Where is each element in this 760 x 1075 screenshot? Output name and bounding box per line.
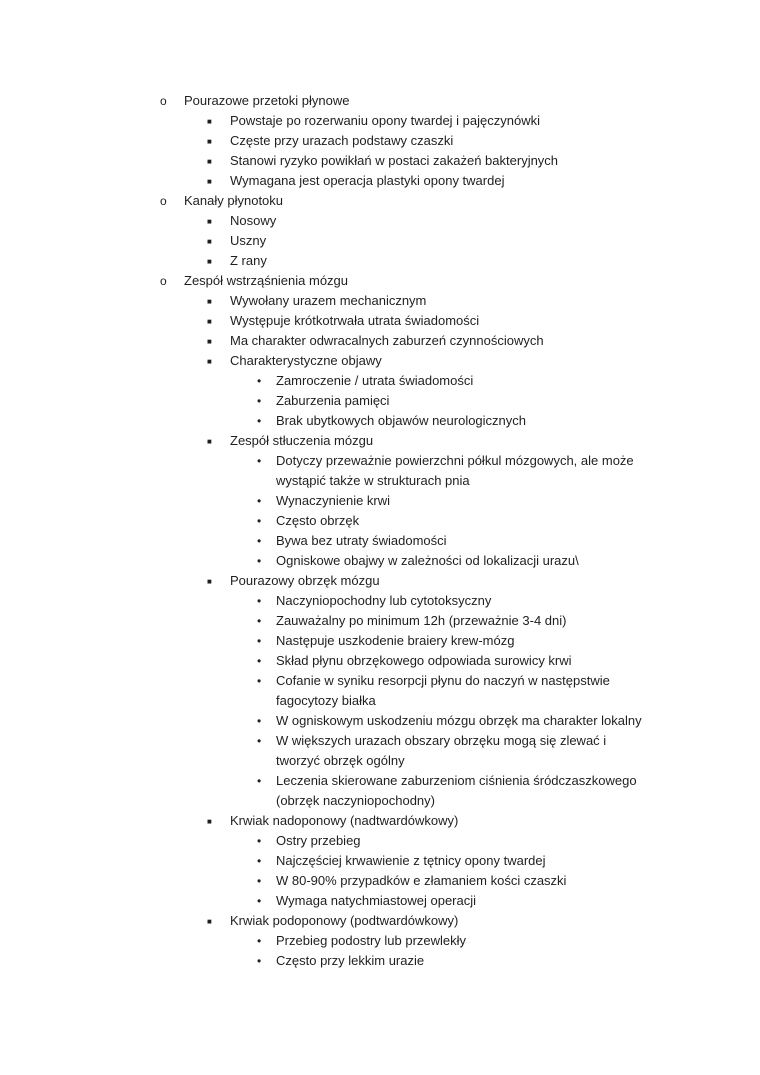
square-bullet-icon: ■ <box>207 817 212 826</box>
dot-bullet-icon: • <box>257 714 262 728</box>
dot-bullet-icon: • <box>257 534 262 548</box>
list-item-level-3 <box>0 951 760 971</box>
list-item-level-2 <box>0 811 760 831</box>
list-item-level-1 <box>0 271 760 291</box>
circle-bullet-icon: o <box>160 274 167 288</box>
list-item-level-3 <box>0 411 760 431</box>
list-item-text: Stanowi ryzyko powikłań w postaci zakażeń bakteryjnych <box>230 153 559 168</box>
list-item-text: Dotyczy przeważnie powierzchni półkul mózgowych, ale może wystąpić także w strukturach pnia <box>276 453 634 488</box>
dot-bullet-icon: • <box>257 454 262 468</box>
list-item-level-2 <box>0 151 760 171</box>
list-item-level-3 <box>0 451 760 491</box>
list-item-text: Występuje krótkotrwała utrata świadomości <box>230 313 480 328</box>
dot-bullet-icon: • <box>257 514 262 528</box>
circle-bullet-icon: o <box>160 94 167 108</box>
square-bullet-icon: ■ <box>207 137 212 146</box>
list-item-level-3 <box>0 871 760 891</box>
list-item-text: Nosowy <box>230 213 277 228</box>
dot-bullet-icon: • <box>257 414 262 428</box>
list-item-text: Zauważalny po minimum 12h (przeważnie 3-4 dni) <box>276 613 567 628</box>
list-item-text: W ogniskowym uskodzeniu mózgu obrzęk ma charakter lokalny <box>276 713 642 728</box>
square-bullet-icon: ■ <box>207 577 212 586</box>
list-item-text: W większych urazach obszary obrzęku mogą się zlewać i tworzyć obrzęk ogólny <box>276 733 607 768</box>
list-item-level-3 <box>0 711 760 731</box>
square-bullet-icon: ■ <box>207 257 212 266</box>
square-bullet-icon: ■ <box>207 237 212 246</box>
dot-bullet-icon: • <box>257 654 262 668</box>
list-item-level-3 <box>0 931 760 951</box>
square-bullet-icon: ■ <box>207 317 212 326</box>
dot-bullet-icon: • <box>257 954 262 968</box>
list-item-text: Zespół stłuczenia mózgu <box>230 433 374 448</box>
list-item-level-3 <box>0 491 760 511</box>
list-item-level-3 <box>0 371 760 391</box>
list-item-level-2 <box>0 571 760 591</box>
dot-bullet-icon: • <box>257 674 262 688</box>
list-item-text: Pourazowe przetoki płynowe <box>184 93 350 108</box>
dot-bullet-icon: • <box>257 734 262 748</box>
list-item-text: Krwiak nadoponowy (nadtwardówkowy) <box>230 813 459 828</box>
list-item-level-3 <box>0 611 760 631</box>
list-item-level-3 <box>0 551 760 571</box>
list-item-text: Najczęściej krwawienie z tętnicy opony twardej <box>276 853 546 868</box>
list-item-text: Uszny <box>230 233 267 248</box>
dot-bullet-icon: • <box>257 934 262 948</box>
list-item-level-2 <box>0 171 760 191</box>
list-item-text: Ostry przebieg <box>276 833 361 848</box>
dot-bullet-icon: • <box>257 374 262 388</box>
dot-bullet-icon: • <box>257 874 262 888</box>
list-item-text: Ma charakter odwracalnych zaburzeń czynnościowych <box>230 333 544 348</box>
circle-bullet-icon: o <box>160 194 167 208</box>
list-item-level-3 <box>0 771 760 811</box>
list-item-level-2 <box>0 211 760 231</box>
dot-bullet-icon: • <box>257 854 262 868</box>
dot-bullet-icon: • <box>257 394 262 408</box>
list-item-level-2 <box>0 251 760 271</box>
list-item-level-3 <box>0 851 760 871</box>
list-item-text: Zaburzenia pamięci <box>276 393 390 408</box>
list-item-level-2 <box>0 351 760 371</box>
square-bullet-icon: ■ <box>207 357 212 366</box>
square-bullet-icon: ■ <box>207 917 212 926</box>
list-item-level-2 <box>0 291 760 311</box>
list-item-text: Brak ubytkowych objawów neurologicznych <box>276 413 527 428</box>
list-item-level-2 <box>0 111 760 131</box>
list-item-level-1 <box>0 191 760 211</box>
list-item-level-3 <box>0 511 760 531</box>
dot-bullet-icon: • <box>257 614 262 628</box>
list-item-text: Ogniskowe obajwy w zależności od lokalizacji urazu\ <box>276 553 579 568</box>
list-item-level-2 <box>0 431 760 451</box>
list-item-text: Charakterystyczne objawy <box>230 353 382 368</box>
list-item-text: Skład płynu obrzękowego odpowiada surowicy krwi <box>276 653 572 668</box>
dot-bullet-icon: • <box>257 774 262 788</box>
square-bullet-icon: ■ <box>207 177 212 186</box>
list-item-level-2 <box>0 131 760 151</box>
list-item-text: Zespół wstrząśnienia mózgu <box>184 273 349 288</box>
list-item-text: Często przy lekkim urazie <box>276 953 425 968</box>
list-item-level-3 <box>0 831 760 851</box>
square-bullet-icon: ■ <box>207 157 212 166</box>
list-item-level-2 <box>0 231 760 251</box>
list-item-text: Krwiak podoponowy (podtwardówkowy) <box>230 913 459 928</box>
list-item-text: Często obrzęk <box>276 513 360 528</box>
list-item-level-3 <box>0 531 760 551</box>
list-item-text: Przebieg podostry lub przewlekły <box>276 933 467 948</box>
list-item-text: Następuje uszkodenie braiery krew-mózg <box>276 633 515 648</box>
list-item-level-3 <box>0 671 760 711</box>
list-item-text: Powstaje po rozerwaniu opony twardej i pajęczynówki <box>230 113 540 128</box>
list-item-level-1 <box>0 91 760 111</box>
dot-bullet-icon: • <box>257 894 262 908</box>
list-item-text: Kanały płynotoku <box>184 193 284 208</box>
list-item-text: Bywa bez utraty świadomości <box>276 533 447 548</box>
list-item-level-2 <box>0 331 760 351</box>
list-item-text: Zamroczenie / utrata świadomości <box>276 373 474 388</box>
list-item-text: Częste przy urazach podstawy czaszki <box>230 133 454 148</box>
list-item-text: Naczyniopochodny lub cytotoksyczny <box>276 593 492 608</box>
square-bullet-icon: ■ <box>207 337 212 346</box>
dot-bullet-icon: • <box>257 594 262 608</box>
list-item-text: Leczenia skierowane zaburzeniom ciśnienia śródczaszkowego (obrzęk naczyniopochodny) <box>276 773 637 808</box>
square-bullet-icon: ■ <box>207 297 212 306</box>
list-item-text: Wymaga natychmiastowej operacji <box>276 893 477 908</box>
square-bullet-icon: ■ <box>207 117 212 126</box>
list-item-level-3 <box>0 651 760 671</box>
list-item-level-2 <box>0 311 760 331</box>
list-item-level-3 <box>0 631 760 651</box>
square-bullet-icon: ■ <box>207 437 212 446</box>
list-item-text: Wywołany urazem mechanicznym <box>230 293 427 308</box>
dot-bullet-icon: • <box>257 494 262 508</box>
square-bullet-icon: ■ <box>207 217 212 226</box>
list-item-level-3 <box>0 591 760 611</box>
list-item-text: Pourazowy obrzęk mózgu <box>230 573 380 588</box>
dot-bullet-icon: • <box>257 634 262 648</box>
dot-bullet-icon: • <box>257 834 262 848</box>
dot-bullet-icon: • <box>257 554 262 568</box>
list-item-text: Wynaczynienie krwi <box>276 493 391 508</box>
list-item-level-2 <box>0 911 760 931</box>
list-item-level-3 <box>0 891 760 911</box>
list-item-text: Wymagana jest operacja plastyki opony twardej <box>230 173 505 188</box>
list-item-level-3 <box>0 731 760 771</box>
list-item-text: W 80-90% przypadków e złamaniem kości czaszki <box>276 873 567 888</box>
list-item-text: Z rany <box>230 253 267 268</box>
list-item-level-3 <box>0 391 760 411</box>
outline-list <box>0 91 760 971</box>
list-item-text: Cofanie w syniku resorpcji płynu do naczyń w następstwie fagocytozy białka <box>276 673 610 708</box>
